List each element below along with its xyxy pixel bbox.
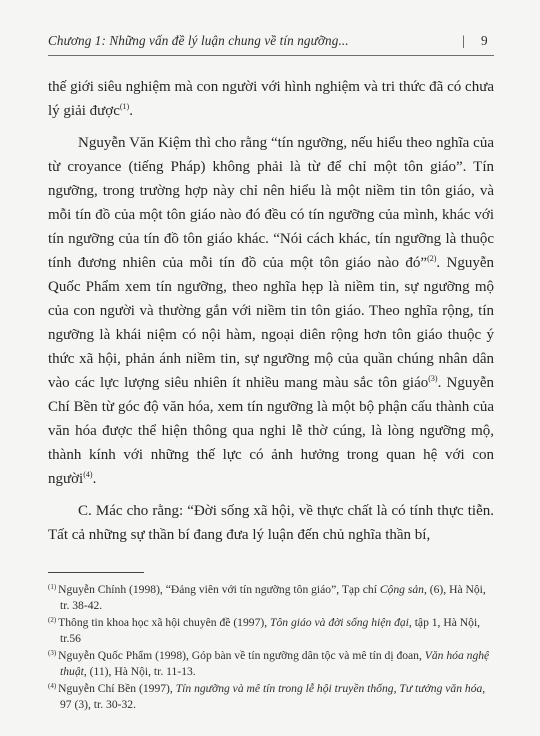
footnote-text: Nguyễn Chính (1998), “Đảng viên với tín ngưỡng tôn giáo”, Tạp chí [58,583,380,596]
footnote-ref-2[interactable]: (2) [427,254,437,263]
footnote-text-end: , (11), Hà Nội, tr. 11-13. [83,664,196,678]
running-header [48,33,494,49]
paragraph-3: C. Mác cho rằng: “Đời sống xã hội, về thực chất là có tính thực tiễn. Tất cả những sự thần bí đang đưa lý luận đến chủ nghĩa thần bí, [48,503,494,543]
footnote-rule [48,572,144,573]
footnote-text-end: , 97 (3), tr. 30-32. [60,682,486,711]
body-text [48,75,494,547]
header-rule [48,55,494,56]
footnote-ref-1[interactable]: (1) [119,102,130,111]
footnote-mark: (3) [48,649,57,657]
p1-end: . [129,103,133,119]
footnote-mark: (2) [48,616,57,624]
footnote-text: Nguyễn Chí Bền (1997), [58,682,176,695]
footnote-1 [48,582,494,613]
footnote-text: Nguyễn Quốc Phẩm (1998), Góp bàn về tín ngưỡng dân tộc và mê tín dị đoan, [58,649,425,662]
footnote-italic-title: Cộng sản [379,583,424,596]
p2-part-d: . [92,471,97,487]
p2-part-b: . Nguyễn Quốc Phẩm xem tín ngưỡng, theo nghĩa hẹp là niềm tin, sự ngưỡng mộ của con người và thường gắn với niềm tin tôn giáo. Theo nghĩa rộng, tín ngưỡng là khái niệm có nội hàm, ngoại diên rộng hơn tôn giáo thuộc ý thức xã hội, phản ánh niềm tin, sự ngưỡng mộ của quần chúng nhân dân vào các lực lượng siêu nhiên ít nhiều mang màu sắc tôn giáo [48,255,494,391]
footnote-ref-4[interactable]: (4) [83,470,93,479]
footnote-italic-title: Tôn giáo và đời sống hiện đại [270,616,409,629]
footnote-ref-3[interactable]: (3) [428,374,438,383]
paragraph-1 [48,75,494,123]
footnote-mark: (4) [48,682,57,690]
footnote-text-end: , tập 1, Hà Nội, tr.56 [60,616,481,645]
footnote-italic-title: Tín ngưỡng và mê tín trong lễ hội truyền thống, Tư tưởng văn hóa [175,682,483,695]
footnote-italic-title: Văn hóa nghệ thuật [60,649,490,678]
footnote-text: Thông tin khoa học xã hội chuyên đề (1997), [58,616,271,629]
header-separator: | [462,33,465,48]
chapter-title: Chương 1: Những vấn đề lý luận chung về tín ngưỡng... [48,33,349,48]
page-number: 9 [481,33,488,48]
footnote-2 [48,615,494,646]
p2-part-a: Nguyễn Văn Kiệm thì cho rằng “tín ngưỡng, nếu hiểu theo nghĩa của từ croyance (tiếng Pháp) không phải là từ để chỉ một tôn giáo”. Tín ngưỡng, trong trường hợp này chỉ nên hiểu là một niềm tin tôn giáo, và mỗi tín đồ của một tôn giáo nào đó đều có tín ngưỡng của mình, khác với tín ngưỡng của tín đồ tôn giáo khác. “Nói cách khác, tín ngưỡng là thuộc tính đương nhiên của mỗi tín đồ của một tôn giáo nào đó” [48,135,494,271]
footnote-3 [48,648,494,679]
footnote-mark: (1) [48,583,57,591]
footnote-text-end: , (6), Hà Nội, tr. 38-42. [60,583,486,612]
footnotes [48,582,494,714]
p1-text: thế giới siêu nghiệm mà con người với hình nghiệm và tri thức đã có chưa lý giải được [48,79,494,119]
p2-part-c: . Nguyễn Chí Bền từ góc độ văn hóa, xem tín ngưỡng là một bộ phận cấu thành của văn hóa được thể hiện thông qua nghi lễ thờ cúng, là lòng ngưỡng mộ, thành kính với những thế lực có ảnh hưởng trong quan hệ với con người [48,375,494,487]
footnote-4 [48,681,494,712]
paragraph-2 [48,131,494,491]
